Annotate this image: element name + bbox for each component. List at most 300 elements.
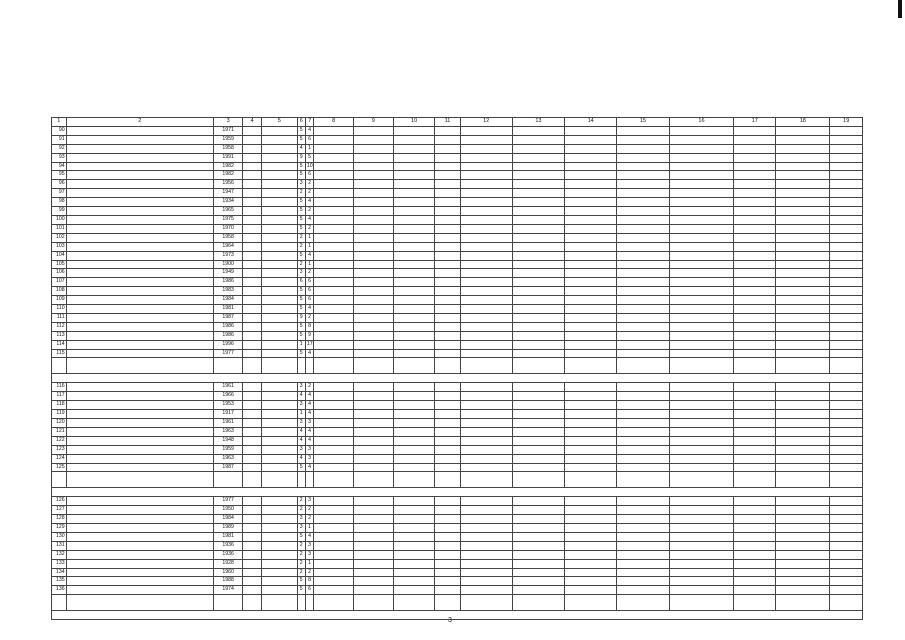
address-cell: [66, 269, 213, 278]
value-cell: [314, 340, 354, 349]
value-cell: [830, 550, 863, 559]
year-cell: 1996: [213, 340, 242, 349]
value-cell: [565, 251, 617, 260]
value-cell: [830, 251, 863, 260]
address-cell: [66, 445, 213, 454]
floors-cell: 5: [297, 331, 305, 340]
value-cell: [776, 418, 830, 427]
blank-cell: [243, 349, 262, 358]
value-cell: [512, 135, 564, 144]
floors-cell: 6: [297, 278, 305, 287]
table-row: [52, 180, 863, 189]
column-number-row: [52, 118, 863, 127]
total-cell: [314, 472, 354, 488]
total-cell: [669, 358, 734, 374]
column-number: 16: [669, 118, 734, 127]
value-cell: [353, 454, 393, 463]
value-cell: [512, 144, 564, 153]
entrances-cell: 1: [305, 524, 313, 533]
value-cell: [617, 144, 669, 153]
value-cell: [669, 383, 734, 392]
total-row: [52, 358, 863, 374]
value-cell: [830, 198, 863, 207]
value-cell: [776, 207, 830, 216]
value-cell: [565, 577, 617, 586]
value-cell: [393, 305, 435, 314]
value-cell: [776, 144, 830, 153]
value-cell: [669, 463, 734, 472]
total-cell: [262, 358, 298, 374]
table-row: [52, 559, 863, 568]
wall-type-cell: [262, 532, 298, 541]
blank-cell: [243, 532, 262, 541]
value-cell: [617, 497, 669, 506]
address-cell: [66, 260, 213, 269]
value-cell: [565, 278, 617, 287]
address-cell: [66, 568, 213, 577]
value-cell: [776, 331, 830, 340]
value-cell: [669, 349, 734, 358]
value-cell: [734, 506, 776, 515]
floors-cell: 5: [297, 207, 305, 216]
value-cell: [460, 251, 512, 260]
value-cell: [565, 198, 617, 207]
total-cell: [305, 595, 313, 611]
value-cell: [435, 418, 460, 427]
year-cell: 1986: [213, 331, 242, 340]
value-cell: [776, 559, 830, 568]
row-number: 136: [52, 586, 67, 595]
value-cell: [353, 418, 393, 427]
value-cell: [512, 410, 564, 419]
wall-type-cell: [262, 568, 298, 577]
value-cell: [314, 287, 354, 296]
value-cell: [512, 497, 564, 506]
total-cell: [617, 358, 669, 374]
floors-cell: 2: [297, 559, 305, 568]
value-cell: [830, 454, 863, 463]
value-cell: [353, 135, 393, 144]
value-cell: [565, 497, 617, 506]
value-cell: [830, 242, 863, 251]
value-cell: [353, 242, 393, 251]
value-cell: [314, 506, 354, 515]
value-cell: [460, 305, 512, 314]
total-cell: [565, 358, 617, 374]
value-cell: [512, 331, 564, 340]
address-cell: [66, 418, 213, 427]
value-cell: [393, 559, 435, 568]
column-number: 14: [565, 118, 617, 127]
floors-cell: 1: [297, 340, 305, 349]
value-cell: [314, 559, 354, 568]
value-cell: [734, 541, 776, 550]
value-cell: [353, 224, 393, 233]
blank-cell: [243, 242, 262, 251]
row-number: 132: [52, 550, 67, 559]
blank-cell: [243, 215, 262, 224]
value-cell: [314, 445, 354, 454]
row-number: 126: [52, 497, 67, 506]
value-cell: [617, 383, 669, 392]
value-cell: [512, 541, 564, 550]
total-cell: [734, 472, 776, 488]
table-row: [52, 305, 863, 314]
value-cell: [435, 436, 460, 445]
value-cell: [435, 207, 460, 216]
blank-cell: [243, 278, 262, 287]
entrances-cell: 4: [305, 126, 313, 135]
value-cell: [617, 198, 669, 207]
entrances-cell: 8: [305, 322, 313, 331]
value-cell: [435, 445, 460, 454]
value-cell: [393, 207, 435, 216]
value-cell: [460, 153, 512, 162]
total-cell: [297, 358, 305, 374]
blank-cell: [243, 233, 262, 242]
value-cell: [435, 224, 460, 233]
value-cell: [460, 559, 512, 568]
row-number: 115: [52, 349, 67, 358]
value-cell: [830, 278, 863, 287]
value-cell: [830, 410, 863, 419]
value-cell: [435, 427, 460, 436]
total-cell: [830, 358, 863, 374]
table-row: [52, 153, 863, 162]
value-cell: [830, 497, 863, 506]
section-header-row: [52, 611, 863, 620]
value-cell: [512, 126, 564, 135]
entrances-cell: 3: [305, 445, 313, 454]
value-cell: [353, 287, 393, 296]
row-number: 131: [52, 541, 67, 550]
value-cell: [512, 524, 564, 533]
value-cell: [776, 322, 830, 331]
value-cell: [734, 515, 776, 524]
table-row: [52, 532, 863, 541]
floors-cell: 4: [297, 392, 305, 401]
value-cell: [669, 144, 734, 153]
total-cell: [305, 358, 313, 374]
address-cell: [66, 144, 213, 153]
total-cell: [830, 595, 863, 611]
wall-type-cell: [262, 126, 298, 135]
entrances-cell: 2: [305, 269, 313, 278]
value-cell: [830, 287, 863, 296]
wall-type-cell: [262, 497, 298, 506]
value-cell: [776, 463, 830, 472]
floors-cell: 3: [297, 383, 305, 392]
value-cell: [393, 497, 435, 506]
value-cell: [565, 524, 617, 533]
entrances-cell: 5: [305, 153, 313, 162]
year-cell: 1983: [213, 287, 242, 296]
value-cell: [565, 550, 617, 559]
value-cell: [734, 233, 776, 242]
value-cell: [460, 233, 512, 242]
value-cell: [776, 340, 830, 349]
value-cell: [669, 269, 734, 278]
value-cell: [565, 586, 617, 595]
value-cell: [734, 331, 776, 340]
value-cell: [617, 153, 669, 162]
blank-cell: [243, 162, 262, 171]
row-number: 130: [52, 532, 67, 541]
row-number: 90: [52, 126, 67, 135]
value-cell: [435, 162, 460, 171]
blank-cell: [243, 515, 262, 524]
row-number: 101: [52, 224, 67, 233]
value-cell: [669, 401, 734, 410]
entrances-cell: 3: [305, 454, 313, 463]
value-cell: [393, 296, 435, 305]
value-cell: [512, 305, 564, 314]
value-cell: [776, 215, 830, 224]
value-cell: [617, 207, 669, 216]
value-cell: [393, 340, 435, 349]
year-cell: 1958: [213, 233, 242, 242]
value-cell: [435, 454, 460, 463]
value-cell: [776, 224, 830, 233]
wall-type-cell: [262, 287, 298, 296]
wall-type-cell: [262, 207, 298, 216]
value-cell: [314, 418, 354, 427]
column-number: 13: [512, 118, 564, 127]
value-cell: [617, 541, 669, 550]
value-cell: [353, 427, 393, 436]
value-cell: [353, 568, 393, 577]
value-cell: [353, 383, 393, 392]
total-cell: [435, 472, 460, 488]
value-cell: [512, 506, 564, 515]
value-cell: [435, 144, 460, 153]
blank-cell: [243, 269, 262, 278]
value-cell: [565, 322, 617, 331]
address-cell: [66, 427, 213, 436]
floors-cell: 5: [297, 126, 305, 135]
value-cell: [314, 322, 354, 331]
value-cell: [617, 463, 669, 472]
row-number: 99: [52, 207, 67, 216]
table-row: [52, 586, 863, 595]
value-cell: [314, 296, 354, 305]
address-cell: [66, 550, 213, 559]
value-cell: [734, 445, 776, 454]
table-row: [52, 135, 863, 144]
value-cell: [460, 180, 512, 189]
entrances-cell: 2: [305, 207, 313, 216]
year-cell: 1987: [213, 463, 242, 472]
value-cell: [512, 349, 564, 358]
value-cell: [512, 251, 564, 260]
value-cell: [314, 550, 354, 559]
year-cell: 1959: [213, 135, 242, 144]
table-row: [52, 550, 863, 559]
wall-type-cell: [262, 305, 298, 314]
total-cell: [353, 358, 393, 374]
value-cell: [353, 331, 393, 340]
address-cell: [66, 287, 213, 296]
value-cell: [776, 233, 830, 242]
value-cell: [617, 392, 669, 401]
value-cell: [669, 577, 734, 586]
table-row: [52, 515, 863, 524]
value-cell: [776, 383, 830, 392]
value-cell: [393, 515, 435, 524]
floors-cell: 5: [297, 532, 305, 541]
value-cell: [314, 215, 354, 224]
value-cell: [617, 224, 669, 233]
value-cell: [830, 153, 863, 162]
value-cell: [776, 305, 830, 314]
value-cell: [435, 541, 460, 550]
value-cell: [314, 189, 354, 198]
value-cell: [734, 189, 776, 198]
value-cell: [669, 189, 734, 198]
value-cell: [460, 550, 512, 559]
value-cell: [314, 198, 354, 207]
value-cell: [734, 278, 776, 287]
value-cell: [565, 401, 617, 410]
value-cell: [353, 410, 393, 419]
value-cell: [353, 340, 393, 349]
value-cell: [669, 392, 734, 401]
year-cell: 1900: [213, 260, 242, 269]
value-cell: [734, 418, 776, 427]
value-cell: [830, 568, 863, 577]
value-cell: [669, 331, 734, 340]
table-row: [52, 322, 863, 331]
value-cell: [314, 349, 354, 358]
value-cell: [734, 401, 776, 410]
entrances-cell: 6: [305, 586, 313, 595]
value-cell: [669, 559, 734, 568]
floors-cell: 3: [297, 180, 305, 189]
total-cell: [435, 595, 460, 611]
entrances-cell: 2: [305, 180, 313, 189]
value-cell: [734, 550, 776, 559]
total-cell: [512, 472, 564, 488]
address-cell: [66, 331, 213, 340]
value-cell: [393, 568, 435, 577]
value-cell: [617, 331, 669, 340]
entrances-cell: 2: [305, 189, 313, 198]
wall-type-cell: [262, 454, 298, 463]
entrances-cell: 4: [305, 427, 313, 436]
blank-cell: [243, 340, 262, 349]
value-cell: [353, 349, 393, 358]
value-cell: [830, 135, 863, 144]
total-cell: [734, 595, 776, 611]
value-cell: [565, 233, 617, 242]
value-cell: [393, 418, 435, 427]
address-cell: [66, 233, 213, 242]
column-number: 18: [776, 118, 830, 127]
value-cell: [512, 577, 564, 586]
wall-type-cell: [262, 296, 298, 305]
year-cell: 1973: [213, 251, 242, 260]
row-number: 127: [52, 506, 67, 515]
entrances-cell: 10: [305, 162, 313, 171]
value-cell: [617, 436, 669, 445]
entrances-cell: 3: [305, 550, 313, 559]
blank-cell: [243, 207, 262, 216]
value-cell: [830, 260, 863, 269]
row-number: 91: [52, 135, 67, 144]
row-number: 94: [52, 162, 67, 171]
total-cell: [213, 595, 242, 611]
value-cell: [565, 506, 617, 515]
value-cell: [512, 392, 564, 401]
address-cell: [66, 198, 213, 207]
value-cell: [460, 349, 512, 358]
table-row: [52, 198, 863, 207]
value-cell: [830, 189, 863, 198]
blank-cell: [243, 189, 262, 198]
value-cell: [669, 313, 734, 322]
value-cell: [460, 383, 512, 392]
value-cell: [512, 427, 564, 436]
row-number: 124: [52, 454, 67, 463]
entrances-cell: 8: [305, 577, 313, 586]
row-number: 135: [52, 577, 67, 586]
value-cell: [830, 436, 863, 445]
value-cell: [393, 215, 435, 224]
wall-type-cell: [262, 135, 298, 144]
value-cell: [512, 278, 564, 287]
floors-cell: 3: [297, 515, 305, 524]
page-number: 3: [448, 617, 452, 624]
value-cell: [314, 269, 354, 278]
row-number: 125: [52, 463, 67, 472]
value-cell: [460, 126, 512, 135]
value-cell: [617, 162, 669, 171]
value-cell: [435, 340, 460, 349]
value-cell: [565, 287, 617, 296]
row-number: 120: [52, 418, 67, 427]
value-cell: [353, 269, 393, 278]
value-cell: [734, 392, 776, 401]
value-cell: [435, 198, 460, 207]
value-cell: [776, 515, 830, 524]
total-cell: [565, 595, 617, 611]
row-number: 118: [52, 401, 67, 410]
address-cell: [66, 586, 213, 595]
year-cell: 1936: [213, 541, 242, 550]
value-cell: [617, 278, 669, 287]
value-cell: [669, 215, 734, 224]
value-cell: [314, 135, 354, 144]
table-row: [52, 126, 863, 135]
value-cell: [776, 287, 830, 296]
wall-type-cell: [262, 153, 298, 162]
value-cell: [435, 322, 460, 331]
column-number: 17: [734, 118, 776, 127]
wall-type-cell: [262, 506, 298, 515]
wall-type-cell: [262, 445, 298, 454]
value-cell: [460, 340, 512, 349]
total-cell: [243, 358, 262, 374]
wall-type-cell: [262, 401, 298, 410]
value-cell: [617, 550, 669, 559]
value-cell: [512, 162, 564, 171]
entrances-cell: 3: [305, 497, 313, 506]
floors-cell: 5: [297, 171, 305, 180]
year-cell: 1989: [213, 524, 242, 533]
value-cell: [617, 445, 669, 454]
address-cell: [66, 153, 213, 162]
value-cell: [830, 233, 863, 242]
